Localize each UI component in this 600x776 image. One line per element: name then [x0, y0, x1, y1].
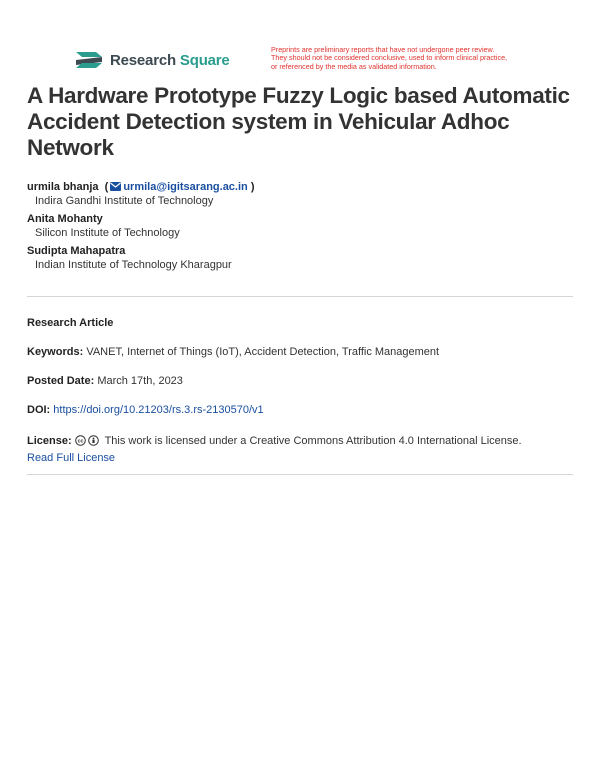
preprint-disclaimer	[271, 46, 551, 71]
author-email-link[interactable]: urmila@igitsarang.ac.in	[123, 181, 248, 193]
cc-badges	[75, 435, 99, 446]
header	[74, 46, 574, 76]
author-list	[27, 180, 577, 276]
divider	[27, 474, 573, 475]
author-affiliation: Indian Institute of Technology Kharagpur	[35, 259, 232, 271]
article-type	[27, 317, 577, 329]
disclaimer-line: or referenced by the media as validated information.	[271, 61, 437, 71]
envelope-icon	[110, 182, 121, 191]
author-email-wrap: ( urmila@igitsarang.ac.in )	[101, 181, 255, 193]
doi-label: DOI:	[27, 404, 51, 416]
article-type-label: Research Article	[27, 317, 114, 329]
keywords-label: Keywords:	[27, 346, 84, 358]
author-1	[27, 180, 577, 194]
divider	[27, 296, 573, 297]
doi	[27, 404, 577, 416]
research-square-logo[interactable]	[74, 48, 230, 72]
attribution-icon	[88, 435, 99, 446]
svg-text:cc: cc	[77, 438, 84, 445]
posted-date-value: March 17th, 2023	[97, 375, 183, 387]
logo-text	[110, 52, 230, 69]
disclaimer-line: They should not be considered conclusive, used to inform clinical practice,	[271, 53, 508, 63]
paper-title: A Hardware Prototype Fuzzy Logic based Automatic Accident Detection system in Vehicular Adhoc Network	[27, 83, 570, 160]
author-2: Anita Mohanty	[27, 213, 103, 225]
license	[27, 433, 577, 467]
disclaimer-line: Preprints are preliminary reports that have not undergone peer review.	[271, 45, 495, 54]
author-name: urmila bhanja	[27, 181, 99, 193]
keywords	[27, 346, 577, 358]
posted-date-label: Posted Date:	[27, 375, 95, 387]
keywords-value: VANET, Internet of Things (IoT), Accident Detection, Traffic Management	[86, 346, 440, 358]
creative-commons-icon	[75, 435, 86, 446]
license-label: License:	[27, 435, 72, 447]
read-full-license-link[interactable]: Read Full License	[27, 452, 116, 464]
author-affiliation: Silicon Institute of Technology	[35, 227, 180, 239]
license-text: This work is licensed under a Creative Commons Attribution 4.0 International License.	[104, 435, 522, 447]
logo-text-research: Research	[110, 51, 176, 69]
research-square-logo-icon	[74, 48, 104, 72]
author-affiliation: Indira Gandhi Institute of Technology	[35, 195, 214, 207]
posted-date	[27, 375, 577, 387]
doi-link[interactable]: https://doi.org/10.21203/rs.3.rs-2130570/v1	[53, 404, 264, 416]
author-3: Sudipta Mahapatra	[27, 245, 126, 257]
logo-text-square: Square	[179, 51, 230, 69]
